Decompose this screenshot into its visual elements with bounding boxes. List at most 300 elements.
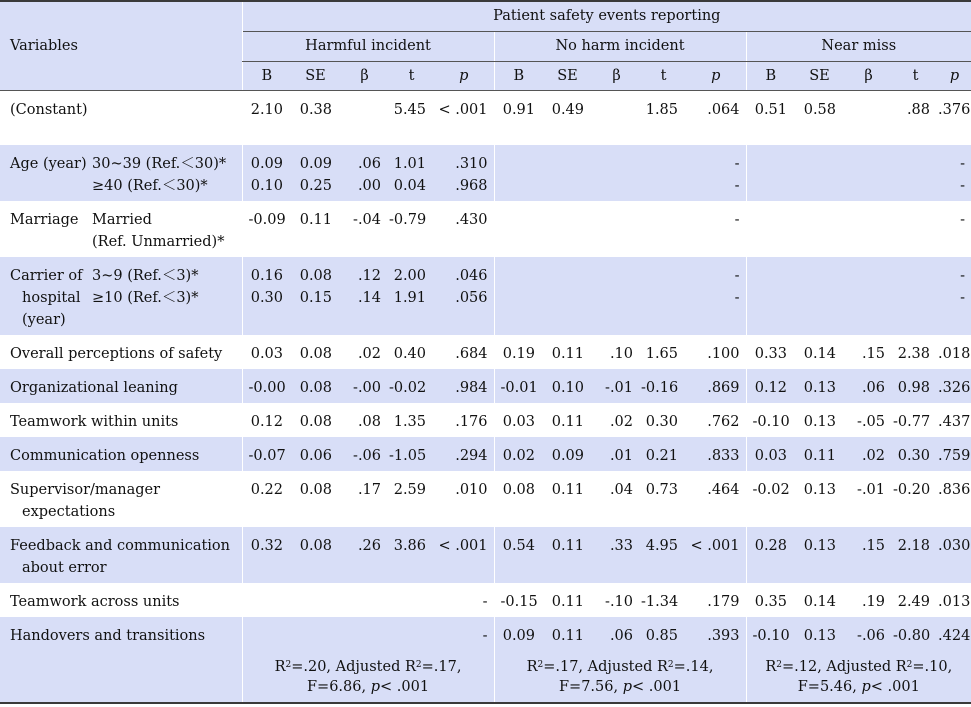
row-sublabel xyxy=(92,145,242,201)
table-row xyxy=(0,527,971,583)
cell-line: .179 xyxy=(707,594,740,610)
value-cell xyxy=(389,369,434,403)
value-cell xyxy=(389,201,434,257)
cell-line: < .001 xyxy=(690,538,740,554)
value-cell xyxy=(494,583,543,617)
cell-line: 0.11 xyxy=(551,538,585,554)
value-cell xyxy=(494,335,543,369)
value-cell xyxy=(844,145,893,201)
cell-line: - xyxy=(482,594,488,610)
cell-line: 2.00 xyxy=(393,268,427,284)
cell-line: .030 xyxy=(938,538,971,554)
cell-line: -.05 xyxy=(857,414,886,430)
cell-line: .15 xyxy=(861,346,886,362)
value-cell xyxy=(641,527,686,583)
value-cell xyxy=(686,471,746,527)
table-row xyxy=(0,201,971,257)
cell-line: .88 xyxy=(906,101,931,118)
value-cell xyxy=(893,90,938,145)
cell-line: .424 xyxy=(938,628,971,644)
value-cell xyxy=(291,369,340,403)
cell-line: .02 xyxy=(861,448,886,464)
value-cell xyxy=(543,583,592,617)
value-cell xyxy=(893,437,938,471)
cell-line: 30~39 (Ref.＜30)* xyxy=(92,156,227,172)
cell-line: - xyxy=(960,212,966,228)
stat-header-p: p xyxy=(938,61,971,90)
value-cell xyxy=(291,145,340,201)
cell-line: -0.07 xyxy=(248,448,286,464)
cell-line: 0.38 xyxy=(299,101,333,118)
cell-line: Feedback and communication xyxy=(10,538,230,554)
row-label xyxy=(0,145,92,201)
row-sublabel xyxy=(92,201,242,257)
cell-line: 2.59 xyxy=(393,482,427,498)
value-cell xyxy=(242,471,291,527)
value-cell xyxy=(893,145,938,201)
fit-stats-2 xyxy=(746,651,971,703)
cell-line: 0.12 xyxy=(250,414,284,430)
value-cell xyxy=(686,335,746,369)
cell-line: 0.08 xyxy=(299,482,333,498)
cell-line: Teamwork within units xyxy=(10,414,179,430)
stat-header-t: t xyxy=(389,61,434,90)
stat-header-p: p xyxy=(686,61,746,90)
value-cell xyxy=(844,257,893,335)
cell-line: 0.10 xyxy=(250,178,284,194)
value-cell xyxy=(291,257,340,335)
value-cell xyxy=(389,527,434,583)
cell-line: 0.08 xyxy=(299,380,333,396)
cell-line: -.01 xyxy=(605,380,634,396)
value-cell xyxy=(434,90,494,145)
value-cell xyxy=(242,583,291,617)
cell-line: Handovers and transitions xyxy=(10,628,206,644)
cell-line: 0.32 xyxy=(250,538,284,554)
cell-line: -.10 xyxy=(605,594,634,610)
cell-line: .00 xyxy=(357,178,382,194)
cell-line: 0.14 xyxy=(803,594,837,610)
cell-line: 1.01 xyxy=(393,156,427,172)
cell-line: -0.10 xyxy=(752,414,790,430)
value-cell xyxy=(938,437,971,471)
table-row xyxy=(0,403,971,437)
value-cell xyxy=(746,617,795,651)
cell-line: 0.91 xyxy=(502,101,536,118)
cell-line: .02 xyxy=(357,346,382,362)
value-cell xyxy=(795,257,844,335)
row-label xyxy=(0,471,242,527)
row-label xyxy=(0,527,242,583)
value-cell xyxy=(844,335,893,369)
cell-line: 0.25 xyxy=(299,178,333,194)
stat-header-SE: SE xyxy=(291,61,340,90)
cell-line: - xyxy=(960,268,966,284)
cell-line: 0.30 xyxy=(250,290,284,306)
row-label xyxy=(0,201,92,257)
row-label xyxy=(0,335,242,369)
row-label xyxy=(0,257,92,335)
value-cell xyxy=(938,617,971,651)
value-cell xyxy=(641,471,686,527)
cell-line: 3.86 xyxy=(393,538,427,554)
row-sublabel xyxy=(92,257,242,335)
value-cell xyxy=(494,201,543,257)
cell-line: 3~9 (Ref.＜3)* xyxy=(92,268,199,284)
value-cell xyxy=(340,369,389,403)
group-header-0: Harmful incident xyxy=(242,31,494,61)
value-cell xyxy=(686,90,746,145)
value-cell xyxy=(340,257,389,335)
value-cell xyxy=(746,145,795,201)
value-cell xyxy=(340,335,389,369)
value-cell xyxy=(795,90,844,145)
row-label xyxy=(0,437,242,471)
cell-line: .064 xyxy=(707,101,740,118)
value-cell xyxy=(938,145,971,201)
cell-line: 0.09 xyxy=(551,448,585,464)
value-cell xyxy=(641,369,686,403)
cell-line: .14 xyxy=(357,290,382,306)
value-cell xyxy=(543,471,592,527)
cell-line: 0.12 xyxy=(754,380,788,396)
value-cell xyxy=(746,403,795,437)
value-cell xyxy=(389,471,434,527)
value-cell xyxy=(592,201,641,257)
cell-line: 0.06 xyxy=(299,448,333,464)
value-cell xyxy=(543,369,592,403)
cell-line: 0.08 xyxy=(299,268,333,284)
value-cell xyxy=(340,617,389,651)
cell-line: .33 xyxy=(609,538,634,554)
value-cell xyxy=(340,583,389,617)
cell-line: 0.11 xyxy=(803,448,837,464)
stat-header-p: p xyxy=(434,61,494,90)
cell-line: Overall perceptions of safety xyxy=(10,346,223,362)
f-statistic-line: F=7.56, p< .001 xyxy=(558,679,682,695)
row-label xyxy=(0,583,242,617)
cell-line: 0.22 xyxy=(250,482,284,498)
cell-line: 0.13 xyxy=(803,482,837,498)
value-cell xyxy=(844,90,893,145)
cell-line: 0.19 xyxy=(502,346,536,362)
stat-header-SE: SE xyxy=(543,61,592,90)
value-cell xyxy=(592,90,641,145)
value-cell xyxy=(592,403,641,437)
stat-header-B: B xyxy=(494,61,543,90)
value-cell xyxy=(592,527,641,583)
value-cell xyxy=(434,201,494,257)
table-row xyxy=(0,145,971,201)
cell-line: .968 xyxy=(455,178,488,194)
value-cell xyxy=(844,583,893,617)
cell-line: 0.08 xyxy=(299,346,333,362)
value-cell xyxy=(686,145,746,201)
value-cell xyxy=(543,145,592,201)
cell-line: 0.51 xyxy=(754,101,788,118)
value-cell xyxy=(641,335,686,369)
cell-line: 0.09 xyxy=(299,156,333,172)
value-cell xyxy=(641,90,686,145)
value-cell xyxy=(795,527,844,583)
value-cell xyxy=(242,527,291,583)
cell-line: .19 xyxy=(861,594,886,610)
cell-line: 1.35 xyxy=(393,414,427,430)
cell-line: .06 xyxy=(861,380,886,396)
value-cell xyxy=(543,335,592,369)
cell-line: .684 xyxy=(455,346,488,362)
cell-line: - xyxy=(734,268,740,284)
value-cell xyxy=(340,145,389,201)
group-header-2: Near miss xyxy=(746,31,971,61)
value-cell xyxy=(340,403,389,437)
cell-line: .393 xyxy=(707,628,740,644)
cell-line: about error xyxy=(22,560,107,576)
value-cell xyxy=(893,403,938,437)
cell-line: .326 xyxy=(938,380,971,396)
value-cell xyxy=(938,201,971,257)
value-cell xyxy=(686,201,746,257)
table-row xyxy=(0,437,971,471)
cell-line: 0.49 xyxy=(551,101,585,118)
cell-line: ≥10 (Ref.＜3)* xyxy=(92,290,199,306)
table-header xyxy=(0,1,971,90)
value-cell xyxy=(434,257,494,335)
value-cell xyxy=(938,403,971,437)
cell-line: 1.85 xyxy=(645,101,679,118)
cell-line: .833 xyxy=(707,448,740,464)
cell-line: 0.11 xyxy=(299,212,333,228)
value-cell xyxy=(641,145,686,201)
value-cell xyxy=(746,437,795,471)
cell-line: .08 xyxy=(357,414,382,430)
cell-line: 0.03 xyxy=(250,346,284,362)
value-cell xyxy=(434,471,494,527)
cell-line: 2.10 xyxy=(250,101,284,118)
value-cell xyxy=(340,437,389,471)
value-cell xyxy=(494,471,543,527)
cell-line: - xyxy=(960,290,966,306)
cell-line: .018 xyxy=(938,346,971,362)
value-cell xyxy=(795,335,844,369)
value-cell xyxy=(795,583,844,617)
value-cell xyxy=(592,583,641,617)
row-label xyxy=(0,90,242,145)
value-cell xyxy=(494,403,543,437)
cell-line: .869 xyxy=(707,380,740,396)
row-label xyxy=(0,617,242,651)
value-cell xyxy=(795,437,844,471)
fit-stats-1 xyxy=(494,651,746,703)
cell-line: Supervisor/manager xyxy=(10,482,161,498)
value-cell xyxy=(494,90,543,145)
variables-header: Variables xyxy=(0,1,242,90)
cell-line: .06 xyxy=(609,628,634,644)
cell-line: 0.40 xyxy=(393,346,427,362)
table-row xyxy=(0,257,971,335)
cell-line: -0.79 xyxy=(389,212,427,228)
value-cell xyxy=(844,201,893,257)
value-cell xyxy=(893,583,938,617)
value-cell xyxy=(494,617,543,651)
value-cell xyxy=(543,201,592,257)
cell-line: Marriage xyxy=(10,212,79,228)
cell-line: (Ref. Unmarried)* xyxy=(92,234,225,250)
value-cell xyxy=(434,437,494,471)
fit-stats-spacer xyxy=(0,651,242,703)
value-cell xyxy=(242,437,291,471)
value-cell xyxy=(641,583,686,617)
value-cell xyxy=(795,201,844,257)
cell-line: Teamwork across units xyxy=(10,594,180,610)
value-cell xyxy=(291,335,340,369)
cell-line: 0.08 xyxy=(299,414,333,430)
value-cell xyxy=(291,90,340,145)
cell-line: 0.02 xyxy=(502,448,536,464)
cell-line: -0.16 xyxy=(641,380,679,396)
value-cell xyxy=(592,145,641,201)
value-cell xyxy=(844,369,893,403)
value-cell xyxy=(893,201,938,257)
cell-line: 5.45 xyxy=(393,101,427,118)
value-cell xyxy=(389,90,434,145)
value-cell xyxy=(434,369,494,403)
cell-line: .464 xyxy=(707,482,740,498)
value-cell xyxy=(746,257,795,335)
value-cell xyxy=(389,145,434,201)
value-cell xyxy=(494,145,543,201)
cell-line: .437 xyxy=(938,414,971,430)
value-cell xyxy=(291,437,340,471)
value-cell xyxy=(686,437,746,471)
cell-line: 0.30 xyxy=(897,448,931,464)
value-cell xyxy=(592,257,641,335)
cell-line: -.06 xyxy=(857,628,886,644)
value-cell xyxy=(893,369,938,403)
cell-line: - xyxy=(734,178,740,194)
stat-header-β: β xyxy=(340,61,389,90)
value-cell xyxy=(242,90,291,145)
f-statistic-line: F=5.46, p< .001 xyxy=(797,679,920,695)
cell-line: 0.15 xyxy=(299,290,333,306)
value-cell xyxy=(746,527,795,583)
cell-line: 0.11 xyxy=(551,594,585,610)
value-cell xyxy=(746,583,795,617)
value-cell xyxy=(543,257,592,335)
value-cell xyxy=(746,335,795,369)
value-cell xyxy=(641,257,686,335)
cell-line: .836 xyxy=(938,482,971,498)
value-cell xyxy=(389,437,434,471)
value-cell xyxy=(795,403,844,437)
r-squared-line: $R^2=.12$, Adjusted $R^2=.10$, xyxy=(765,659,953,675)
value-cell xyxy=(795,471,844,527)
value-cell xyxy=(795,369,844,403)
cell-line: Married xyxy=(92,212,152,228)
table-row xyxy=(0,617,971,651)
value-cell xyxy=(291,583,340,617)
value-cell xyxy=(291,403,340,437)
cell-line: 0.33 xyxy=(754,346,788,362)
cell-line: (year) xyxy=(22,312,66,328)
stat-header-β: β xyxy=(844,61,893,90)
value-cell xyxy=(844,403,893,437)
value-cell xyxy=(291,201,340,257)
cell-line: -1.34 xyxy=(641,594,679,610)
value-cell xyxy=(494,257,543,335)
value-cell xyxy=(389,403,434,437)
cell-line: 0.10 xyxy=(551,380,585,396)
table-body xyxy=(0,90,971,703)
value-cell xyxy=(543,617,592,651)
value-cell xyxy=(242,369,291,403)
cell-line: - xyxy=(482,628,488,644)
cell-line: - xyxy=(734,290,740,306)
value-cell xyxy=(686,257,746,335)
value-cell xyxy=(938,527,971,583)
cell-line: expectations xyxy=(22,504,116,520)
cell-line: -0.01 xyxy=(500,380,538,396)
value-cell xyxy=(893,471,938,527)
stat-header-B: B xyxy=(242,61,291,90)
cell-line: .310 xyxy=(455,156,488,172)
cell-line: .01 xyxy=(609,448,634,464)
value-cell xyxy=(340,90,389,145)
cell-line: 0.16 xyxy=(250,268,284,284)
stat-header-β: β xyxy=(592,61,641,90)
cell-line: .762 xyxy=(707,414,740,430)
cell-line: .12 xyxy=(357,268,382,284)
cell-line: 0.08 xyxy=(502,482,536,498)
cell-line: - xyxy=(960,156,966,172)
value-cell xyxy=(242,403,291,437)
cell-line: .376 xyxy=(938,101,971,118)
value-cell xyxy=(543,403,592,437)
cell-line: 1.91 xyxy=(393,290,427,306)
value-cell xyxy=(844,527,893,583)
value-cell xyxy=(893,527,938,583)
cell-line: -.04 xyxy=(353,212,382,228)
table-row xyxy=(0,90,971,145)
cell-line: - xyxy=(734,156,740,172)
value-cell xyxy=(938,583,971,617)
value-cell xyxy=(686,527,746,583)
value-cell xyxy=(686,403,746,437)
value-cell xyxy=(938,335,971,369)
value-cell xyxy=(291,527,340,583)
cell-line: .02 xyxy=(609,414,634,430)
cell-line: .04 xyxy=(609,482,634,498)
value-cell xyxy=(746,201,795,257)
cell-line: 2.38 xyxy=(897,346,931,362)
cell-line: -0.15 xyxy=(500,594,538,610)
cell-line: 0.03 xyxy=(502,414,536,430)
stat-header-t: t xyxy=(893,61,938,90)
value-cell xyxy=(844,471,893,527)
value-cell xyxy=(641,403,686,437)
cell-line: 0.04 xyxy=(393,178,427,194)
table-row xyxy=(0,335,971,369)
value-cell xyxy=(641,617,686,651)
value-cell xyxy=(641,437,686,471)
cell-line: 2.49 xyxy=(897,594,931,610)
cell-line: -0.02 xyxy=(752,482,790,498)
value-cell xyxy=(291,471,340,527)
cell-line: 0.30 xyxy=(645,414,679,430)
cell-line: 0.11 xyxy=(551,346,585,362)
value-cell xyxy=(494,437,543,471)
value-cell xyxy=(938,369,971,403)
